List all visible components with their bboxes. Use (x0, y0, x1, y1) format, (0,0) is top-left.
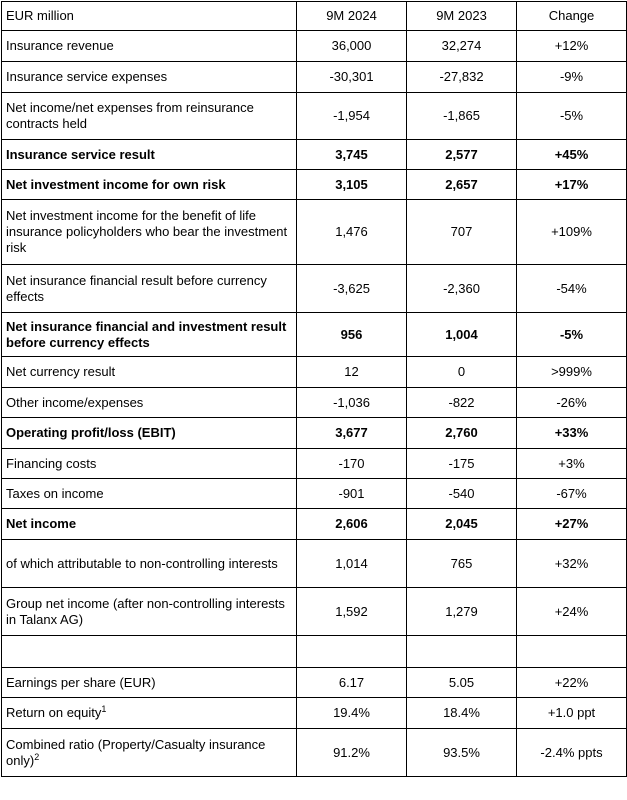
table-row (2, 265, 627, 313)
table-row (2, 479, 627, 509)
value-2024: 6.17 (297, 668, 407, 698)
value-2024: 3,745 (297, 140, 407, 170)
value-change: +3% (517, 449, 627, 479)
table-row (2, 509, 627, 540)
row-label: Taxes on income (2, 479, 297, 509)
row-label: Operating profit/loss (EBIT) (2, 418, 297, 449)
table-row (2, 140, 627, 170)
value-2023: -540 (407, 479, 517, 509)
value-2023: 765 (407, 540, 517, 588)
value-2023: 2,760 (407, 418, 517, 449)
row-label (2, 698, 297, 729)
value-change: +22% (517, 668, 627, 698)
table-row (2, 418, 627, 449)
empty-row (2, 636, 627, 668)
header-label: EUR million (2, 2, 297, 31)
row-label: Net insurance financial result before currency effects (2, 265, 297, 313)
value-change: -26% (517, 388, 627, 418)
value-change: >999% (517, 357, 627, 388)
value-2023: 1,279 (407, 588, 517, 636)
row-label: Earnings per share (EUR) (2, 668, 297, 698)
header-change: Change (517, 2, 627, 31)
value-change: +12% (517, 31, 627, 62)
row-label: Insurance service expenses (2, 62, 297, 93)
empty-cell (407, 636, 517, 668)
value-2024: 91.2% (297, 729, 407, 777)
value-2023: 2,045 (407, 509, 517, 540)
row-label: Insurance service result (2, 140, 297, 170)
table-row (2, 31, 627, 62)
value-change: +45% (517, 140, 627, 170)
value-2023: 707 (407, 200, 517, 265)
value-2023: -2,360 (407, 265, 517, 313)
value-2023: -1,865 (407, 93, 517, 140)
value-2023: 18.4% (407, 698, 517, 729)
table-row (2, 388, 627, 418)
table-row (2, 62, 627, 93)
row-label-text: Return on equity (6, 705, 102, 720)
table-row (2, 313, 627, 357)
value-2024: -901 (297, 479, 407, 509)
row-label: Net currency result (2, 357, 297, 388)
table-row (2, 357, 627, 388)
table-row (2, 170, 627, 200)
value-2024: -170 (297, 449, 407, 479)
value-2023: -822 (407, 388, 517, 418)
empty-cell (297, 636, 407, 668)
value-change: -5% (517, 93, 627, 140)
value-2024: 1,014 (297, 540, 407, 588)
empty-cell (517, 636, 627, 668)
value-2024: -1,036 (297, 388, 407, 418)
value-change: +27% (517, 509, 627, 540)
table-row (2, 200, 627, 265)
value-2023: 93.5% (407, 729, 517, 777)
value-2023: 2,577 (407, 140, 517, 170)
value-2024: 3,105 (297, 170, 407, 200)
table-row (2, 93, 627, 140)
value-change: -67% (517, 479, 627, 509)
value-change: +109% (517, 200, 627, 265)
value-2024: 3,677 (297, 418, 407, 449)
value-2024: -3,625 (297, 265, 407, 313)
value-change: +1.0 ppt (517, 698, 627, 729)
empty-cell (2, 636, 297, 668)
row-label: Net income/net expenses from reinsurance contracts held (2, 93, 297, 140)
value-change: -5% (517, 313, 627, 357)
header-row (2, 2, 627, 31)
table-row (2, 668, 627, 698)
row-label-text: Combined ratio (Property/Casualty insurance only) (6, 736, 266, 768)
value-change: -2.4% ppts (517, 729, 627, 777)
row-label: Group net income (after non-controlling interests in Talanx AG) (2, 588, 297, 636)
value-2023: 2,657 (407, 170, 517, 200)
header-9m-2023: 9M 2023 (407, 2, 517, 31)
value-2024: 1,476 (297, 200, 407, 265)
value-2024: 2,606 (297, 509, 407, 540)
footnote-marker: 2 (34, 751, 40, 762)
table-row (2, 540, 627, 588)
table-row (2, 588, 627, 636)
row-label: of which attributable to non-controlling interests (2, 540, 297, 588)
table-row (2, 449, 627, 479)
header-9m-2024: 9M 2024 (297, 2, 407, 31)
row-label: Net insurance financial and investment result before currency effects (2, 313, 297, 357)
value-2024: 1,592 (297, 588, 407, 636)
value-change: +24% (517, 588, 627, 636)
value-2023: 32,274 (407, 31, 517, 62)
value-2024: -1,954 (297, 93, 407, 140)
table-row (2, 729, 627, 777)
row-label: Financing costs (2, 449, 297, 479)
value-2024: 19.4% (297, 698, 407, 729)
value-2024: 36,000 (297, 31, 407, 62)
row-label: Net investment income for the benefit of life insurance policyholders who bear the investment risk (2, 200, 297, 265)
value-2024: 956 (297, 313, 407, 357)
value-2023: -27,832 (407, 62, 517, 93)
value-change: +32% (517, 540, 627, 588)
income-statement-table (1, 1, 627, 777)
value-2023: 0 (407, 357, 517, 388)
footnote-marker: 1 (101, 704, 107, 714)
row-label: Net investment income for own risk (2, 170, 297, 200)
value-2023: -175 (407, 449, 517, 479)
value-2024: 12 (297, 357, 407, 388)
table-row (2, 698, 627, 729)
value-2024: -30,301 (297, 62, 407, 93)
value-change: -54% (517, 265, 627, 313)
value-change: +17% (517, 170, 627, 200)
row-label (2, 729, 297, 777)
row-label: Net income (2, 509, 297, 540)
row-label: Insurance revenue (2, 31, 297, 62)
value-change: -9% (517, 62, 627, 93)
value-change: +33% (517, 418, 627, 449)
value-2023: 5.05 (407, 668, 517, 698)
row-label: Other income/expenses (2, 388, 297, 418)
value-2023: 1,004 (407, 313, 517, 357)
